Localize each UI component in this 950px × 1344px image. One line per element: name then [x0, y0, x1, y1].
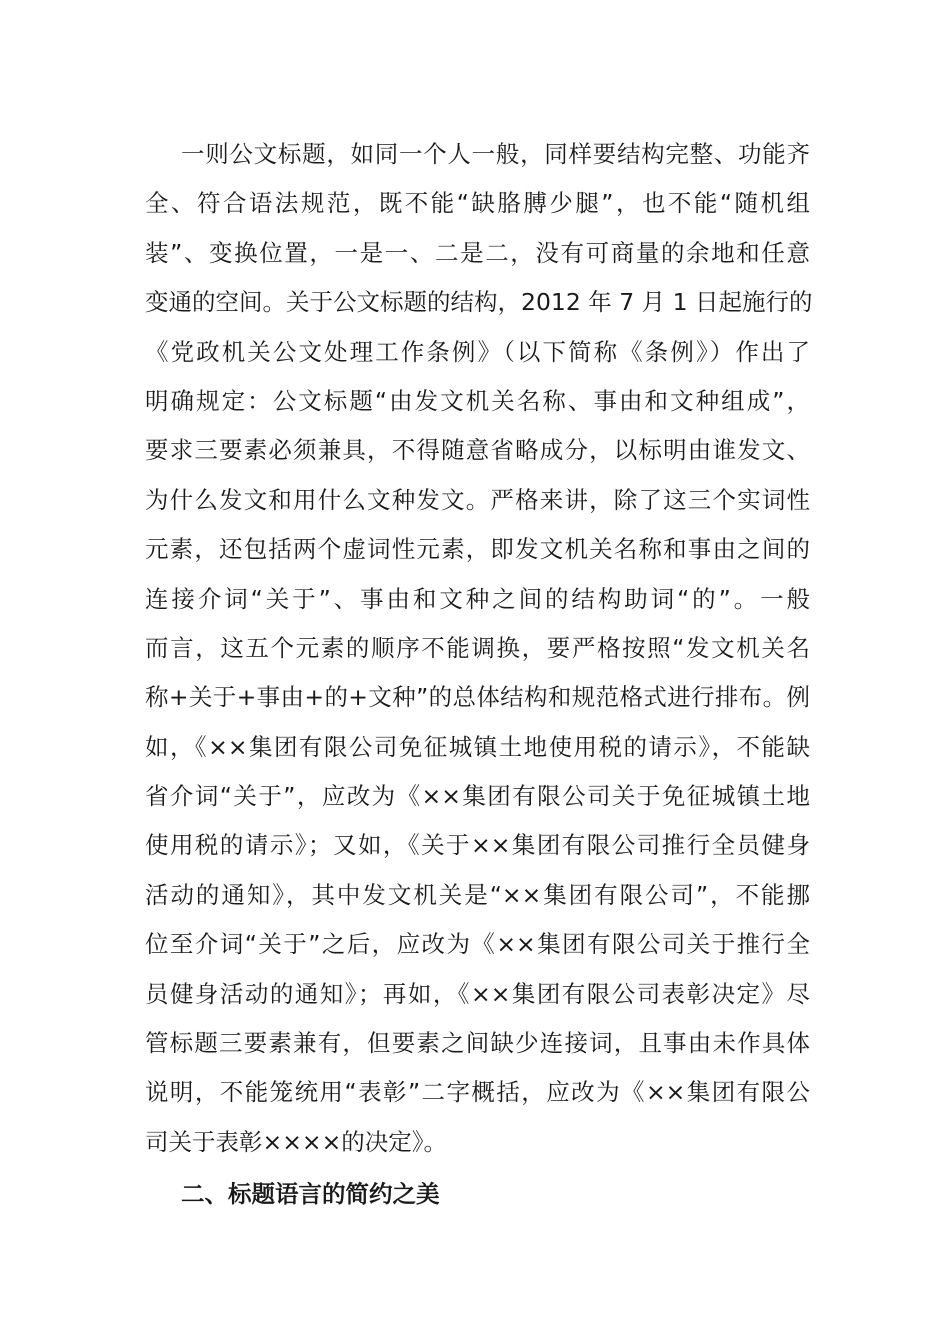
section-heading: 二、标题语言的简约之美: [181, 1180, 440, 1208]
paragraph-line: 活动的通知》，其中发文机关是“××集团有限公司”，不能挪: [145, 880, 810, 909]
paragraph-line: 而言，这五个元素的顺序不能调换，要严格按照“发文机关名: [145, 633, 810, 662]
paragraph-line: 要求三要素必须兼具，不得随意省略成分，以标明由谁发文、: [145, 436, 810, 465]
paragraph-line: 一则公文标题，如同一个人一般，同样要结构完整、功能齐: [181, 140, 810, 168]
paragraph-line: 员健身活动的通知》；再如，《××集团有限公司表彰决定》尽: [145, 979, 810, 1008]
paragraph-line: 装”、变换位置，一是一、二是二，没有可商量的余地和任意: [145, 238, 810, 267]
paragraph-line: 全、符合语法规范，既不能“缺胳膊少腿”，也不能“随机组: [145, 189, 810, 218]
body-paragraph: [145, 130, 813, 1167]
paragraph-line: 称+关于+事由+的+文种”的总体结构和规范格式进行排布。例: [145, 683, 810, 712]
paragraph-line: 位至介词“关于”之后，应改为《××集团有限公司关于推行全: [145, 930, 810, 959]
paragraph-line: 说明，不能笼统用“表彰”二字概括，应改为《××集团有限公: [145, 1078, 810, 1107]
paragraph-line: 如，《××集团有限公司免征城镇土地使用税的请示》，不能缺: [145, 732, 810, 761]
paragraph-line: 《党政机关公文处理工作条例》（以下简称《条例》）作出了: [145, 337, 810, 366]
paragraph-line: 管标题三要素兼有，但要素之间缺少连接词，且事由未作具体: [145, 1029, 810, 1058]
paragraph-line: 为什么发文和用什么文种发文。严格来讲，除了这三个实词性: [145, 485, 810, 514]
paragraph-line: 使用税的请示》；又如，《关于××集团有限公司推行全员健身: [145, 831, 810, 860]
paragraph-line: 省介词“关于”，应改为《××集团有限公司关于免征城镇土地: [145, 782, 810, 811]
paragraph-line: 明确规定：公文标题“由发文机关名称、事由和文种组成”，: [145, 386, 810, 415]
paragraph-line: 变通的空间。关于公文标题的结构，2012 年 7 月 1 日起施行的: [145, 288, 813, 317]
paragraph-line: 司关于表彰××××的决定》。: [145, 1127, 448, 1156]
paragraph-line: 元素，还包括两个虚词性元素，即发文机关名称和事由之间的: [145, 535, 810, 564]
paragraph-line: 连接介词“关于”、事由和文种之间的结构助词“的”。一般: [145, 584, 810, 613]
